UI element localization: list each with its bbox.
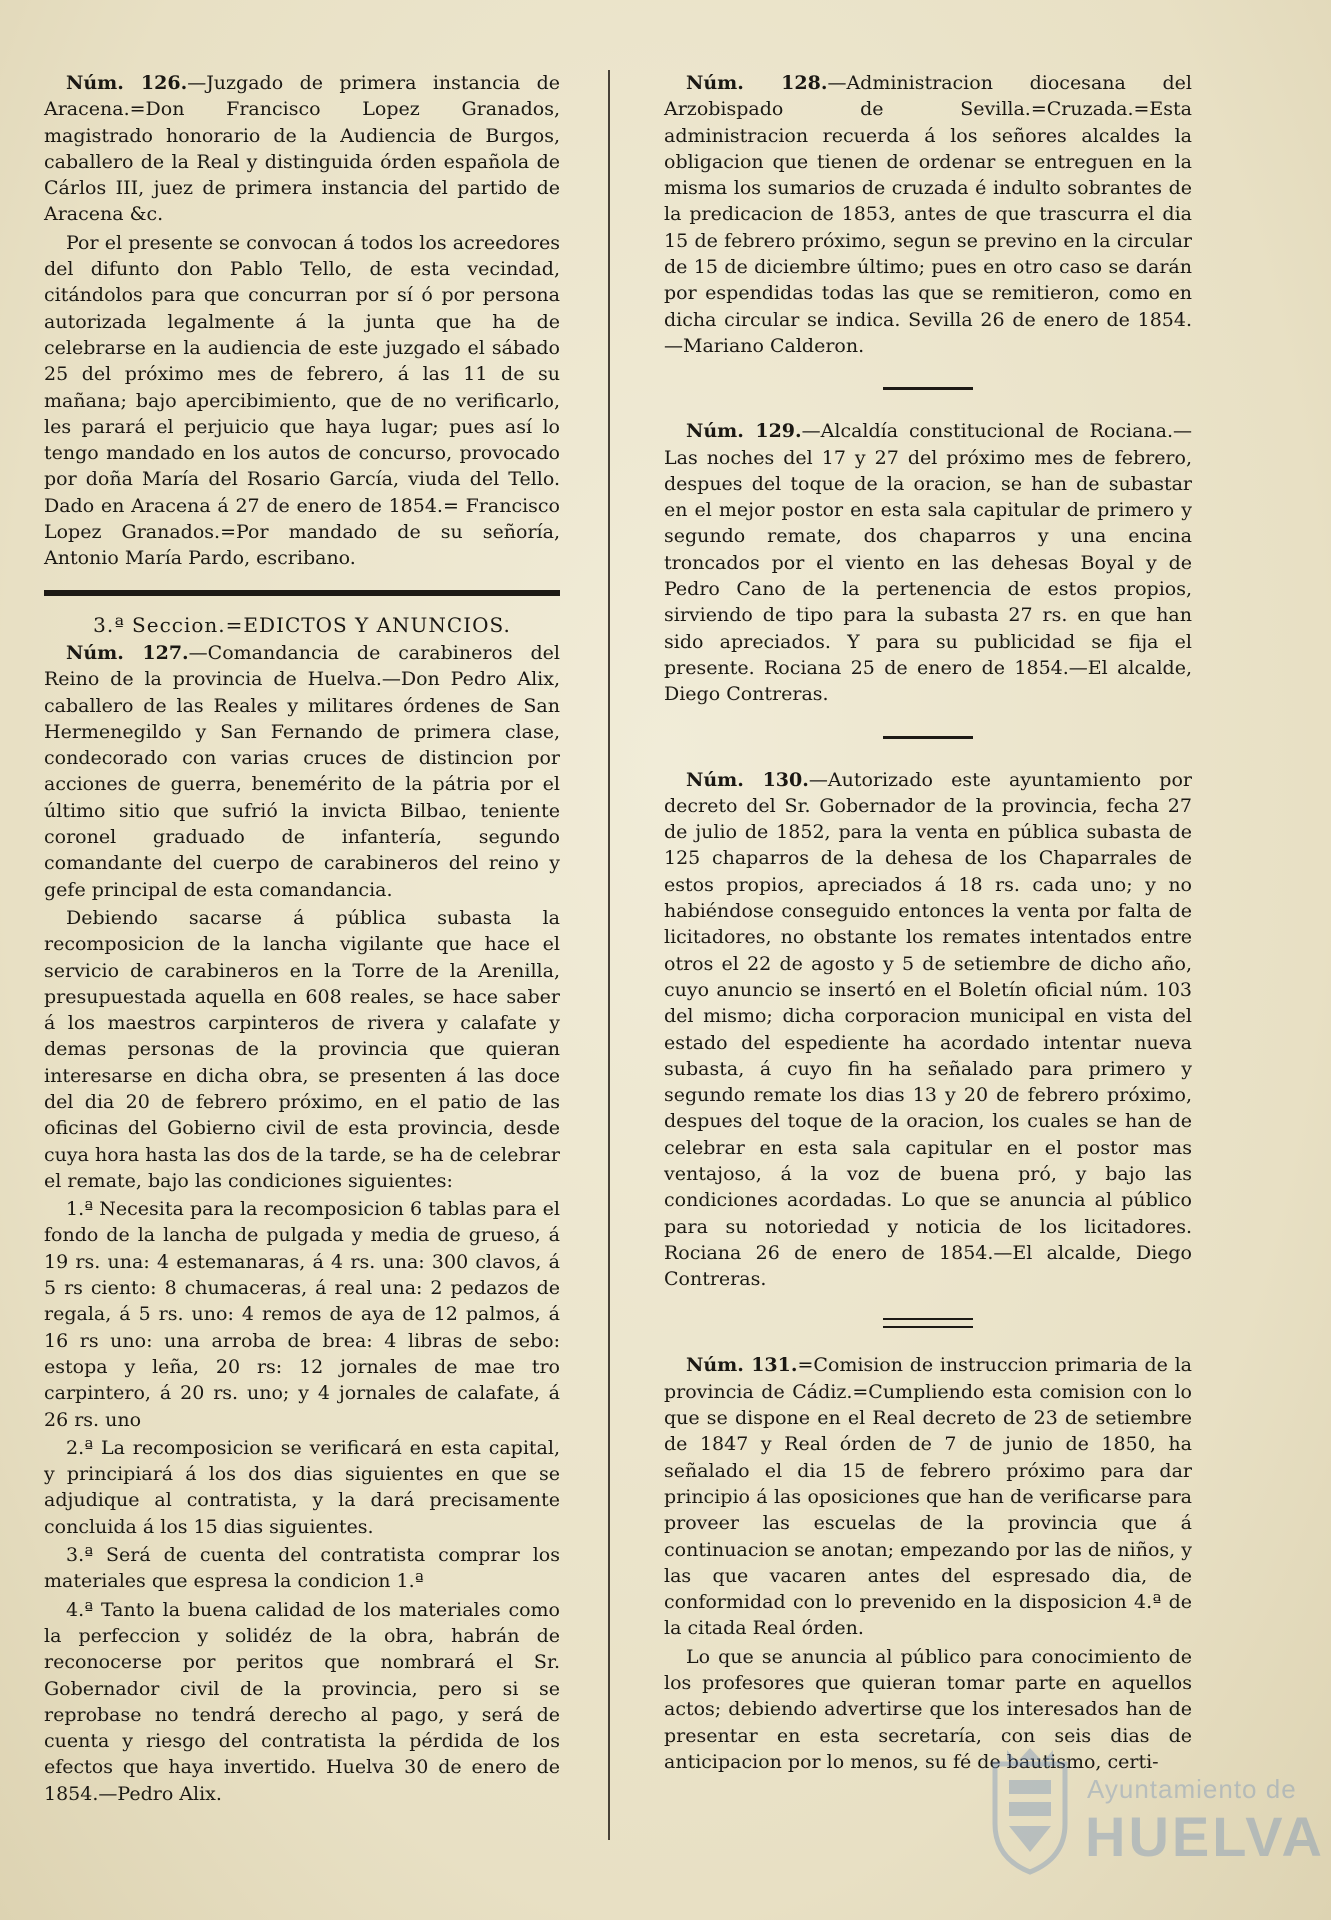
notice-number: Núm. 126.	[66, 72, 188, 94]
notice-heading: —Comandancia de carabineros del Reino de la provincia de Huelva.—Don Pedro Alix, caballero de las Reales y militares órdenes de San Hermenegildo y San Fernando de primera clase, condecorado con varias cruces de distincion por acciones de guerra, benemérito de la pátria por el último sitio que sufrió la invicta Bilbao, teniente coronel graduado de infantería, segundo comandante del cuerpo de carabineros del reino y gefe principal de esta comandancia.	[44, 641, 560, 901]
condition-1: 1.ª Necesita para la recomposicion 6 tablas para el fondo de la lancha de pulgada y media de grueso, á 19 rs. una: 4 estemanaras, á 4 rs. una: 300 clavos, á 5 rs ciento: 8 chumaceras, á real una: 2 pedazos de regala, á 5 rs. uno: 4 remos de aya de 12 palmos, á 16 rs uno: una arroba de brea: 4 libras de sebo: estopa y leña, 20 rs: 12 jornales de mae tro carpintero, á 20 rs. uno; y 4 jornales de calafate, á 26 rs. uno	[44, 1198, 560, 1431]
notice-130	[664, 767, 1192, 1293]
notice-131	[664, 1352, 1192, 1641]
left-column	[44, 70, 560, 1809]
notice-body: Por el presente se convocan á todos los acreedores del difunto don Pablo Tello, de esta vecindad, citándolos para que concurran por sí ó por persona autorizada legalmente á la junta que ha de celebrarse en la audiencia de este juzgado el sábado 25 del próximo mes de febrero, á las 11 de su mañana; bajo apercibimiento, que de no verificarlo, les parará el perjuicio que haya lugar; pues así lo tengo mandado en los autos de concurso, provocado por doña María del Rosario García, viuda del Tello. Dado en Aracena á 27 de enero de 1854.= Francisco Lopez Granados.=Por mandado de su señoría, Antonio María Pardo, escribano.	[44, 231, 560, 570]
notice-number: Núm. 127.	[66, 641, 189, 664]
notice-text-continued: Lo que se anuncia al público para conocimiento de los profesores que quieran tomar parte en aquellos actos; debiendo advertirse que los interesados han de presentar en esta secretaría, con seis dias de anticipacion por lo menos, su fé de bautismo, certi-	[664, 1645, 1192, 1773]
separator	[883, 736, 973, 739]
separator	[883, 1318, 973, 1328]
condition-4: 4.ª Tanto la buena calidad de los materiales como la perfeccion y solidéz de la obra, habrán de reconocerse por peritos que nombrará el Sr. Gobernador civil de la provincia, pero si se reprobase no tendrá derecho al pago, y será de cuenta y riesgo del contratista la pérdida de los efectos que haya invertido. Huelva 30 de enero de 1854.—Pedro Alix.	[44, 1598, 560, 1805]
archive-watermark	[987, 1738, 1325, 1888]
notice-text: =Comision de instruccion primaria de la provincia de Cádiz.=Cumpliendo esta comision con lo que se dispone en el Real decreto de 23 de setiembre de 1847 y Real órden de 7 de junio de 1850, ha señalado el dia 15 de febrero próximo para dar principio á las oposiciones que han de verificarse para proveer las escuelas de la provincia que á continuacion se anotan; empezando por las de niños, y las que vacaren antes del espresado dia, de conformidad con lo prevenido en la disposicion 4.ª de la citada Real órden.	[664, 1354, 1192, 1640]
section-divider	[44, 590, 560, 596]
condition-3: 3.ª Será de cuenta del contratista comprar los materiales que espresa la condicion 1.ª	[44, 1544, 560, 1593]
watermark-line-2: HUELVA	[1085, 1805, 1325, 1868]
notice-number: Núm. 129.	[686, 420, 802, 443]
notice-number: Núm. 131.	[686, 1354, 798, 1377]
notice-127	[44, 640, 560, 903]
column-divider	[608, 70, 610, 1840]
notice-body: Debiendo sacarse á pública subasta la recomposicion de la lancha vigilante que hace el servicio de carabineros en la Torre de la Arenilla, presupuestada aquella en 608 reales, se hace saber á los maestros carpinteros de rivera y calafate y demas personas de la provincia que quieran interesarse en dicha obra, se presenten á las doce del dia 20 de febrero próximo, en el patio de las oficinas del Gobierno civil de esta provincia, desde cuya hora hasta las dos de la tarde, se ha de celebrar el remate, bajo las condiciones siguientes:	[44, 906, 560, 1192]
notice-128	[664, 70, 1192, 359]
notice-text: —Alcaldía constitucional de Rociana.—Las noches del 17 y 27 del próximo mes de febrero, despues del toque de la oracion, se han de subastar en el mejor postor en esta sala capitular de primero y segundo remate, dos chaparros y una encina troncados por el viento en las dehesas Boyal y de Pedro Cano de la pertenencia de estos propios, sirviendo de tipo para la subasta 27 rs. en que han sido apreciados. Y para su publicidad se fija el presente. Rociana 25 de enero de 1854.—El alcalde, Diego Contreras.	[664, 420, 1193, 706]
notice-text: —Administracion diocesana del Arzobispado de Sevilla.=Cruzada.=Esta administracion recuerda á los señores alcaldes la obligacion que tienen de ordenar se entreguen en la misma los sumarios de cruzada é indulto sobrantes de la predicacion de 1853, antes de que trascurra el dia 15 de febrero próximo, segun se previno en la circular de 15 de diciembre último; pues en otro caso se darán por espendidas todas las que se remitieron, como en dicha circular se indica. Sevilla 26 de enero de 1854.—Mariano Calderon.	[664, 72, 1193, 357]
condition-2: 2.ª La recomposicion se verificará en esta capital, y principiará á los dos dias siguientes en que se adjudique al contratista, y la dará precisamente concluida á los 15 dias siguientes.	[44, 1436, 560, 1538]
section-title: 3.ª Seccion.=EDICTOS Y ANUNCIOS.	[93, 612, 511, 637]
separator	[883, 387, 973, 390]
notice-heading: —Juzgado de primera instancia de Aracena.=Don Francisco Lopez Granados, magistrado honorario de la Audiencia de Burgos, caballero de la Real y distinguida órden española de Cárlos III, juez de primera instancia del partido de Aracena &c.	[44, 72, 560, 226]
watermark-line-1: Ayuntamiento de	[1087, 1774, 1297, 1804]
notice-129	[664, 418, 1192, 707]
notice-text: —Autorizado este ayuntamiento por decreto del Sr. Gobernador de la provincia, fecha 27 de julio de 1852, para la venta en pública subasta de 125 chaparros de la dehesa de los Chaparrales de estos propios, apreciados á 18 rs. cada uno; y no habiéndose conseguido entonces la venta por falta de licitadores, no obstante los remates intentados entre otros el 22 de agosto y 5 de setiembre de dicho año, cuyo anuncio se insertó en el Boletín oficial núm. 103 del mismo; dicha corporacion municipal en vista del estado del espediente ha acordado intentar nueva subasta, á cuyo fin ha señalado para primero y segundo remate los dias 13 y 20 de febrero próximo, despues del toque de la oracion, los cuales se han de celebrar en esta sala capitular en el postor mas ventajoso, á la voz de buena pró, y bajo las condiciones acordadas. Lo que se anuncia al público para su notoriedad y noticia de los licitadores. Rociana 26 de enero de 1854.—El alcalde, Diego Contreras.	[664, 768, 1192, 1291]
notice-number: Núm. 128.	[686, 72, 828, 94]
notice-126	[44, 70, 560, 228]
coat-of-arms-icon	[987, 1746, 1073, 1876]
notice-number: Núm. 130.	[686, 768, 809, 791]
right-column	[664, 70, 1192, 1777]
